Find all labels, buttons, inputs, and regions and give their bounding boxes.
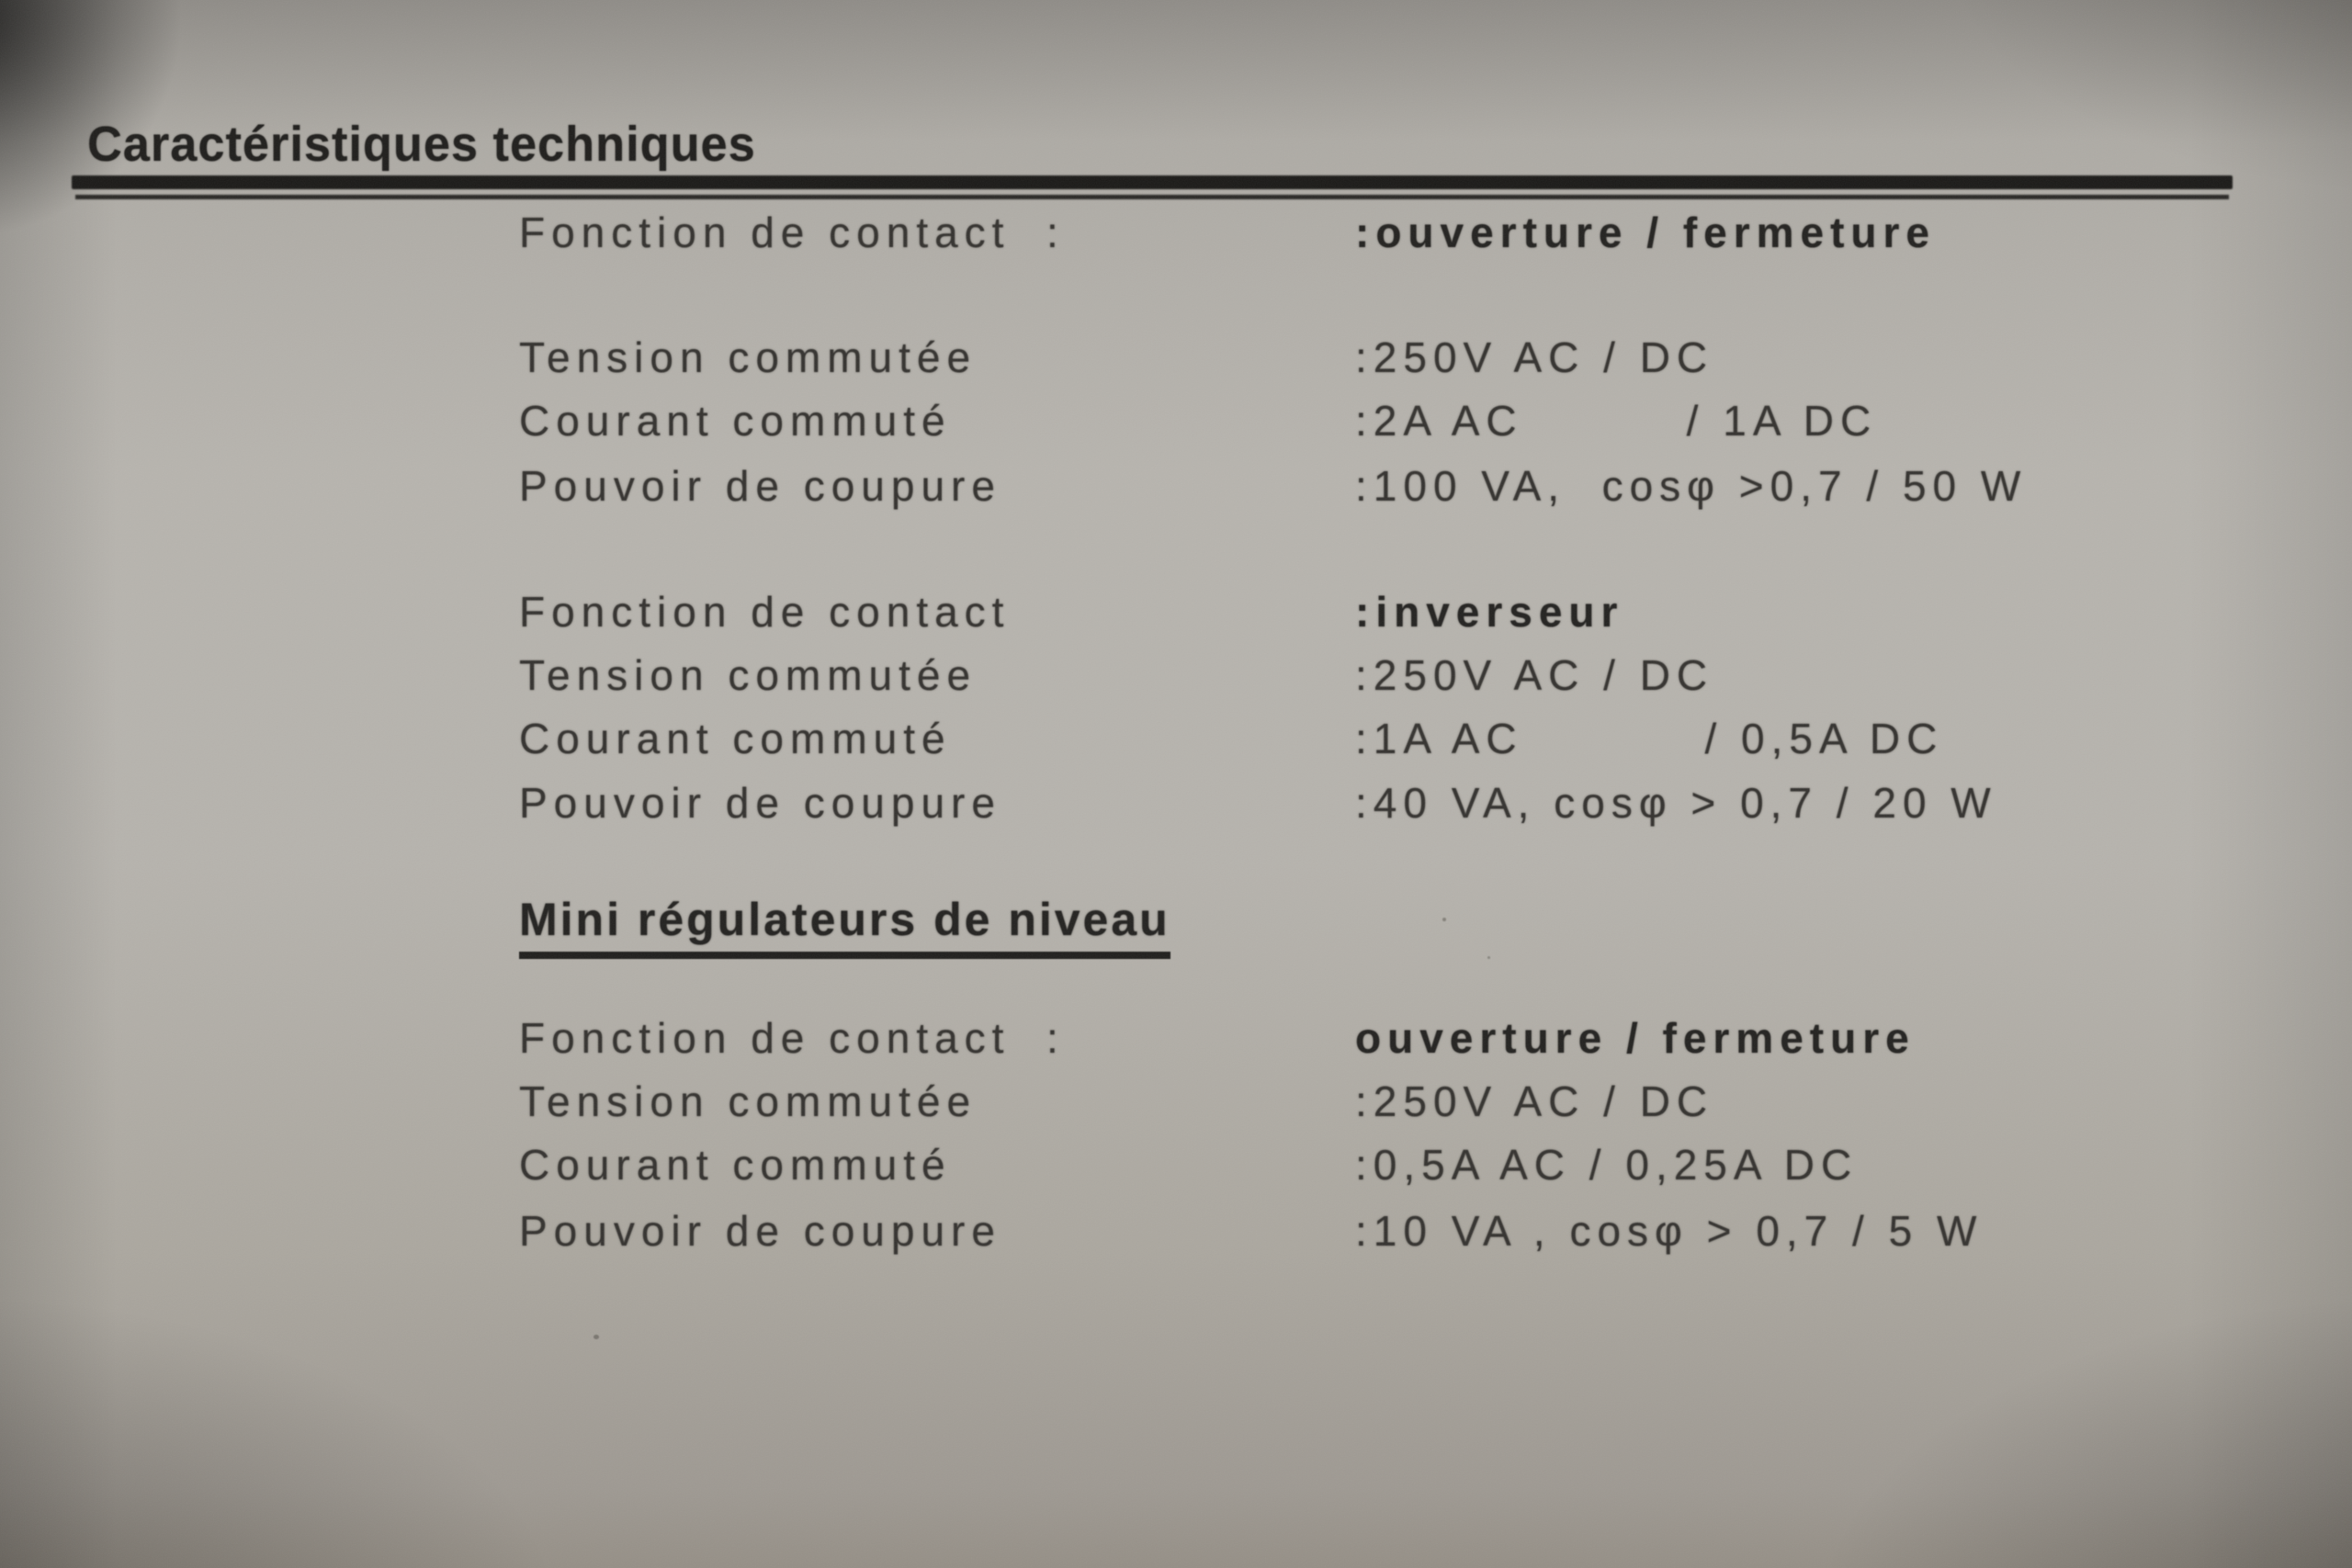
spec-label: Courant commuté [519,1141,952,1189]
spec-value: :250V AC / DC [1355,333,1714,381]
spec-row [0,206,2352,259]
spec-label: Tension commutée [519,651,978,699]
spec-label: Courant commuté [519,715,952,762]
spec-label: Courant commuté [519,397,952,445]
paper-speck [1442,918,1446,921]
spec-value: :2A AC / 1A DC [1355,397,1878,445]
spec-value: :0,5A AC / 0,25A DC [1355,1141,1859,1189]
section-heading: Mini régulateurs de niveau [519,893,1170,959]
title-rule-thin [75,195,2229,199]
spec-label: Fonction de contact : [519,1014,1065,1062]
spec-label: Fonction de contact [519,588,1011,636]
spec-row [0,331,2352,384]
spec-row [0,1138,2352,1191]
spec-value: :inverseur [1355,588,1624,636]
spec-label: Tension commutée [519,333,978,381]
spec-value: :40 VA, cosφ > 0,7 / 20 W [1355,779,1997,827]
spec-label: Pouvoir de coupure [519,1207,1001,1255]
spec-label: Pouvoir de coupure [519,779,1001,827]
spec-value: :10 VA , cosφ > 0,7 / 5 W [1355,1207,1984,1255]
spec-value: :100 VA, cosφ >0,7 / 50 W [1355,462,2028,510]
spec-row [0,459,2352,513]
spec-value: :ouverture / fermeture [1355,209,1937,256]
spec-label: Tension commutée [519,1077,978,1125]
spec-label: Pouvoir de coupure [519,462,1001,510]
spec-value: :250V AC / DC [1355,1077,1714,1125]
spec-row [0,1204,2352,1258]
spec-value: ouverture / fermeture [1355,1014,1916,1062]
spec-row [0,776,2352,829]
spec-row [0,585,2352,638]
spec-row [0,1075,2352,1128]
spec-value: :1A AC / 0,5A DC [1355,715,1944,762]
page-title: Caractéristiques techniques [87,117,756,172]
spec-row [0,649,2352,702]
spec-label: Fonction de contact : [519,209,1065,256]
paper-speck [1487,956,1490,959]
spec-row [0,394,2352,447]
title-rule-thick [72,175,2233,189]
spec-row [0,712,2352,765]
spec-value: :250V AC / DC [1355,651,1714,699]
paper-speck [594,1335,599,1339]
spec-row [0,1011,2352,1065]
